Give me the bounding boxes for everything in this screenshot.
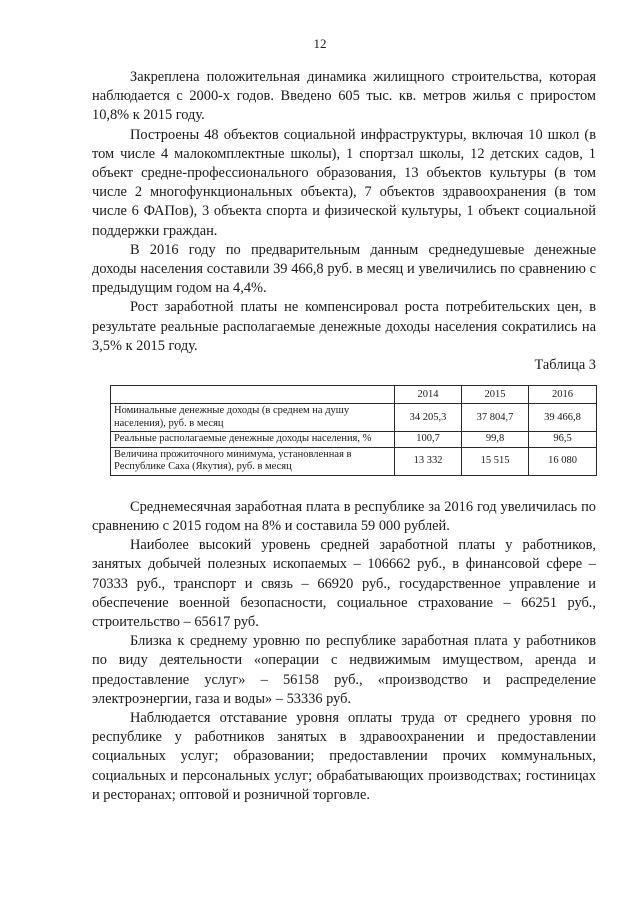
table-row-label: Реальные располагаемые денежные доходы населения, %: [111, 432, 395, 448]
table-header-cell: [111, 386, 395, 404]
paragraph-average-salary: Среднемесячная заработная плата в республике за 2016 год увеличилась по сравнению с 2015 годом на 8% и составила 59 000 рублей.: [92, 498, 596, 534]
table-cell: 16 080: [529, 447, 597, 475]
table-header-row: [111, 386, 597, 404]
table-cell: 96,5: [529, 432, 597, 448]
paragraph-housing: Закреплена положительная динамика жилищного строительства, которая наблюдается с 2000-х годов. Введено 605 тыс. кв. метров жилья с приростом 10,8% к 2015 году.: [92, 69, 596, 124]
table-cell: 34 205,3: [395, 404, 462, 432]
table-cell: 13 332: [395, 447, 462, 475]
table-header-cell: 2016: [529, 386, 597, 404]
income-table: [110, 385, 597, 476]
document-body: [92, 68, 596, 805]
paragraph-social-infrastructure: Построены 48 объектов социальной инфраструктуры, включая 10 школ (в том числе 4 малокомплектные школы), 1 спортзал школы, 12 детских садов, 1 объект средне-профессионального образования, 13 объектов культуры (в том числе 2 многофункциональных объекта), 7 объектов здравоохранения (в том числе 6 ФАПов), 3 объекта спорта и физической культуры, 1 объект социальной поддержки граждан.: [92, 126, 596, 239]
table-row: [111, 447, 597, 475]
paragraph-income: В 2016 году по предварительным данным среднедушевые денежные доходы населения составили 39 466,8 руб. в месяц и увеличились по сравнению с предыдущим годом на 4,4%.: [92, 241, 596, 297]
table-cell: 37 804,7: [462, 404, 529, 432]
paragraph-lagging-sectors: Наблюдается отставание уровня оплаты труда от среднего уровня по республике у работников занятых в здравоохранении и предоставлении социальных услуг; образовании; предоставлении прочих коммунальных, социальных и персональных услуг; обрабатывающих производствах; гостиницах и ресторанах; оптовой и розничной торговле.: [92, 709, 596, 803]
table-cell: 39 466,8: [529, 404, 597, 432]
page-number: 12: [313, 36, 327, 51]
table-caption: Таблица 3: [534, 357, 596, 374]
table-row-label: Номинальные денежные доходы (в среднем на душу населения), руб. в месяц: [111, 404, 395, 432]
paragraph-average-level-sectors: Близка к среднему уровню по республике заработная плата у работников по виду деятельности «операции с недвижимым имуществом, аренда и предоставление услуг» – 56158 руб., «производство и распределение электроэнергии, газа и воды» – 53336 руб.: [92, 633, 596, 707]
table-row-label: Величина прожиточного минимума, установленная в Республике Саха (Якутия), руб. в месяц: [111, 447, 395, 475]
table-header-cell: 2015: [462, 386, 529, 404]
paragraph-real-income: Рост заработной платы не компенсировал роста потребительских цен, в результате реальные располагаемые денежные доходы населения сократились на 3,5% к 2015 году.: [92, 299, 596, 354]
table-row: [111, 404, 597, 432]
table-cell: 15 515: [462, 447, 529, 475]
table-row: [111, 432, 597, 448]
table-header-cell: 2014: [395, 386, 462, 404]
spacer: [92, 476, 596, 498]
table-cell: 99,8: [462, 432, 529, 448]
paragraph-high-salary-sectors: Наиболее высокий уровень средней заработной платы у работников, занятых добычей полезных ископаемых – 106662 руб., в финансовой сфере – 70333 руб., транспорт и связь – 66920 руб., государственное управление и обеспечение военной безопасности, социальное страхование – 66251 руб., строительство – 65617 руб.: [92, 537, 596, 630]
table-cell: 100,7: [395, 432, 462, 448]
